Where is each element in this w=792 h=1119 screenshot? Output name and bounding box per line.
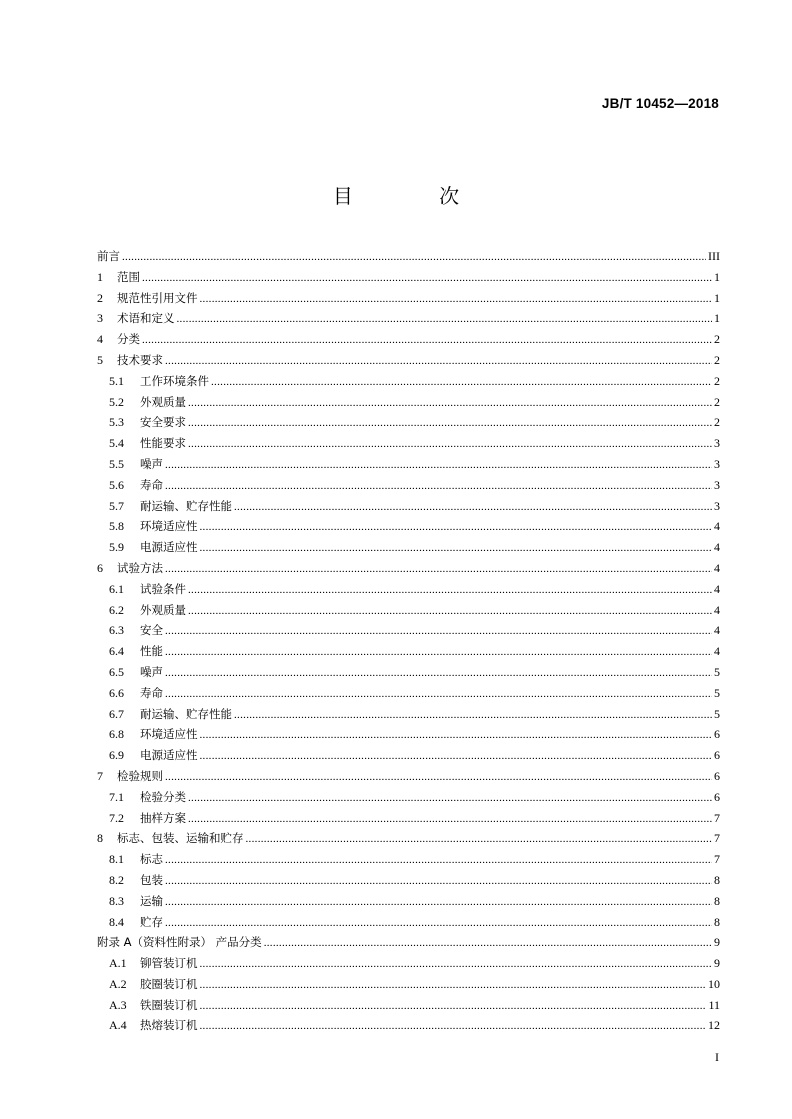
toc-dot-leader [200,1020,707,1032]
toc-entry-page: 5 [714,664,720,679]
toc-dot-leader [246,833,713,845]
toc-entry-number: A.3 [109,997,127,1012]
toc-entry[interactable] [97,934,720,955]
toc-entry[interactable] [97,810,720,831]
toc-entry-label: 前言 [97,249,120,263]
toc-entry-label: 范围 [117,269,140,284]
toc-entry-page: 8 [714,872,720,887]
toc-entry-label: 性能 [140,644,163,659]
toc-dot-leader [165,854,712,866]
toc-entry-number: 6.9 [109,748,124,763]
toc-dot-leader [165,917,712,929]
toc-entry-label: 环境适应性 [140,727,198,742]
toc-dot-leader [264,937,712,949]
toc-entry-label: 技术要求 [117,352,163,367]
toc-entry-page: 4 [714,519,720,534]
toc-entry-label: 规范性引用文件 [117,290,198,305]
toc-entry-number: 1 [97,269,103,284]
toc-entry-label: 贮存 [140,914,163,929]
toc-entry-number: 6.3 [109,623,124,638]
toc-dot-leader [165,646,712,658]
toc-dot-leader [165,459,712,471]
toc-entry-label: 附录 A（资料性附录） 产品分类 [97,935,262,950]
toc-entry-number: 8.3 [109,893,124,908]
toc-entry[interactable] [97,706,720,727]
toc-entry[interactable] [97,248,720,269]
toc-entry-number: 8.4 [109,914,124,929]
toc-entry-label: 试验方法 [117,560,163,575]
toc-entry-page: 2 [714,352,720,367]
toc-entry[interactable] [97,997,720,1018]
toc-entry-number: 8 [97,831,103,846]
toc-entry-number: 4 [97,332,103,347]
toc-entry-page: 4 [714,644,720,659]
toc-dot-leader [188,417,712,429]
toc-entry-label: 术语和定义 [117,311,175,326]
toc-entry-number: 7.1 [109,789,124,804]
document-code: JB/T 10452—2018 [601,96,719,111]
toc-entry-page: 4 [714,540,720,555]
toc-entry-page: 7 [714,831,720,846]
toc-entry-label: 外观质量 [140,602,186,617]
toc-dot-leader [200,1000,707,1012]
toc-entry-label: 检验规则 [117,768,163,783]
toc-entry-page: 8 [714,914,720,929]
toc-entry-label: 耐运输、贮存性能 [140,498,232,513]
toc-entry[interactable] [97,456,720,477]
toc-dot-leader [200,958,713,970]
toc-dot-leader [200,750,713,762]
toc-entry-page: 6 [714,768,720,783]
toc-entry-page: 6 [714,789,720,804]
toc-dot-leader [142,334,712,346]
toc-entry-label: 抽样方案 [140,810,186,825]
toc-dot-leader [188,397,712,409]
toc-entry[interactable] [97,539,720,560]
toc-entry[interactable] [97,1017,720,1038]
toc-entry-number: 7.2 [109,810,124,825]
toc-entry[interactable] [97,394,720,415]
toc-entry-page: 4 [714,581,720,596]
page-title: 目 次 [332,184,500,208]
toc-entry-page: 5 [714,706,720,721]
toc-entry-label: 运输 [140,893,163,908]
toc-entry-label: 胶圈装订机 [140,976,198,991]
toc-entry-label: 铆管装订机 [140,956,198,971]
toc-entry-number: 5.9 [109,540,124,555]
toc-dot-leader [177,313,713,325]
toc-entry-label: 铁圈装订机 [140,997,198,1012]
toc-entry-label: 噪声 [140,664,163,679]
toc-entry[interactable] [97,352,720,373]
toc-dot-leader [165,355,712,367]
toc-entry-number: 5 [97,352,103,367]
toc-entry[interactable] [97,976,720,997]
toc-dot-leader [200,729,713,741]
toc-entry[interactable] [97,331,720,352]
toc-entry-label: 热熔装订机 [140,1018,198,1033]
toc-entry-number: 3 [97,311,103,326]
toc-entry-page: 7 [714,852,720,867]
toc-entry[interactable] [97,622,720,643]
table-of-contents [97,248,720,1038]
toc-entry-page: 4 [714,602,720,617]
toc-entry-page: 7 [714,810,720,825]
toc-entry[interactable] [97,602,720,623]
toc-entry-number: 6.8 [109,727,124,742]
toc-entry[interactable] [97,373,720,394]
toc-entry[interactable] [97,310,720,331]
toc-entry-label: 安全 [140,623,163,638]
toc-dot-leader [188,438,712,450]
toc-entry-label: 标志、包装、运输和贮存 [117,831,244,846]
toc-entry[interactable] [97,955,720,976]
toc-dot-leader [122,251,706,263]
toc-entry-label: 包装 [140,872,163,887]
toc-entry[interactable] [97,518,720,539]
toc-dot-leader [200,293,713,305]
toc-entry-page: 2 [714,415,720,430]
toc-entry-label: 耐运输、贮存性能 [140,706,232,721]
toc-entry-number: 6.2 [109,602,124,617]
toc-entry-label: 寿命 [140,685,163,700]
toc-entry[interactable] [97,872,720,893]
toc-entry[interactable] [97,685,720,706]
toc-entry[interactable] [97,914,720,935]
toc-entry-page: 6 [714,727,720,742]
toc-entry-page: 2 [714,373,720,388]
toc-entry-number: 5.2 [109,394,124,409]
toc-dot-leader [188,813,712,825]
toc-entry-number: 6.7 [109,706,124,721]
toc-entry[interactable] [97,726,720,747]
toc-entry-page: 2 [714,332,720,347]
toc-entry[interactable] [97,581,720,602]
toc-entry-number: 6.5 [109,664,124,679]
toc-entry[interactable] [97,269,720,290]
toc-entry[interactable] [97,664,720,685]
toc-dot-leader [165,667,712,679]
toc-dot-leader [188,584,712,596]
page-number: I [715,1050,719,1064]
toc-dot-leader [200,979,707,991]
toc-entry-page: III [708,249,720,263]
toc-entry-page: 1 [714,311,720,326]
toc-entry-page: 10 [708,976,720,991]
toc-entry[interactable] [97,768,720,789]
toc-entry-number: 5.5 [109,456,124,471]
toc-entry-number: 5.4 [109,436,124,451]
toc-dot-leader [211,376,712,388]
toc-entry-label: 工作环境条件 [140,373,209,388]
toc-entry-number: 7 [97,768,103,783]
toc-entry-label: 标志 [140,852,163,867]
toc-entry-number: 8.1 [109,852,124,867]
toc-entry-page: 1 [714,269,720,284]
toc-entry-label: 寿命 [140,477,163,492]
toc-entry-number: 6.4 [109,644,124,659]
toc-entry-number: A.4 [109,1018,127,1033]
toc-dot-leader [165,771,712,783]
toc-entry[interactable] [97,290,720,311]
toc-dot-leader [200,521,713,533]
toc-dot-leader [165,896,712,908]
toc-entry-label: 检验分类 [140,789,186,804]
toc-entry-page: 6 [714,748,720,763]
toc-entry[interactable] [97,498,720,519]
toc-entry-page: 1 [714,290,720,305]
toc-entry-label: 环境适应性 [140,519,198,534]
toc-entry-number: 5.7 [109,498,124,513]
toc-entry-label: 分类 [117,332,140,347]
toc-dot-leader [234,709,712,721]
toc-entry-label: 外观质量 [140,394,186,409]
toc-entry-page: 9 [714,956,720,971]
toc-entry[interactable] [97,414,720,435]
toc-entry[interactable] [97,789,720,810]
toc-dot-leader [142,272,712,284]
toc-dot-leader [165,875,712,887]
toc-entry-number: 8.2 [109,872,124,887]
toc-entry-page: 11 [708,997,720,1012]
toc-dot-leader [165,688,712,700]
toc-entry-label: 安全要求 [140,415,186,430]
toc-entry-page: 5 [714,685,720,700]
toc-entry-page: 3 [714,436,720,451]
toc-entry-page: 4 [714,560,720,575]
toc-entry-label: 噪声 [140,456,163,471]
toc-entry-number: 5.3 [109,415,124,430]
toc-entry-page: 3 [714,498,720,513]
toc-entry-number: 5.1 [109,373,124,388]
toc-entry-page: 4 [714,623,720,638]
toc-dot-leader [188,605,712,617]
toc-entry[interactable] [97,747,720,768]
toc-entry-page: 12 [708,1018,720,1033]
toc-entry-label: 电源适应性 [140,540,198,555]
toc-entry-page: 3 [714,456,720,471]
toc-dot-leader [200,542,713,554]
toc-dot-leader [234,501,712,513]
toc-entry-label: 性能要求 [140,436,186,451]
toc-dot-leader [165,480,712,492]
toc-entry[interactable] [97,435,720,456]
toc-entry[interactable] [97,893,720,914]
toc-entry-label: 试验条件 [140,581,186,596]
toc-entry-number: 6.6 [109,685,124,700]
toc-entry[interactable] [97,560,720,581]
toc-entry-page: 9 [714,935,720,950]
toc-entry[interactable] [97,851,720,872]
toc-entry-page: 8 [714,893,720,908]
toc-entry[interactable] [97,643,720,664]
toc-dot-leader [188,792,712,804]
toc-dot-leader [165,563,712,575]
toc-entry[interactable] [97,477,720,498]
toc-entry-page: 2 [714,394,720,409]
toc-entry-number: 5.8 [109,519,124,534]
toc-entry-number: 2 [97,290,103,305]
toc-entry-number: A.1 [109,956,127,971]
toc-entry[interactable] [97,830,720,851]
toc-entry-number: 5.6 [109,477,124,492]
toc-entry-number: 6.1 [109,581,124,596]
toc-entry-page: 3 [714,477,720,492]
toc-entry-number: 6 [97,560,103,575]
toc-dot-leader [165,625,712,637]
toc-entry-number: A.2 [109,976,127,991]
toc-entry-label: 电源适应性 [140,748,198,763]
